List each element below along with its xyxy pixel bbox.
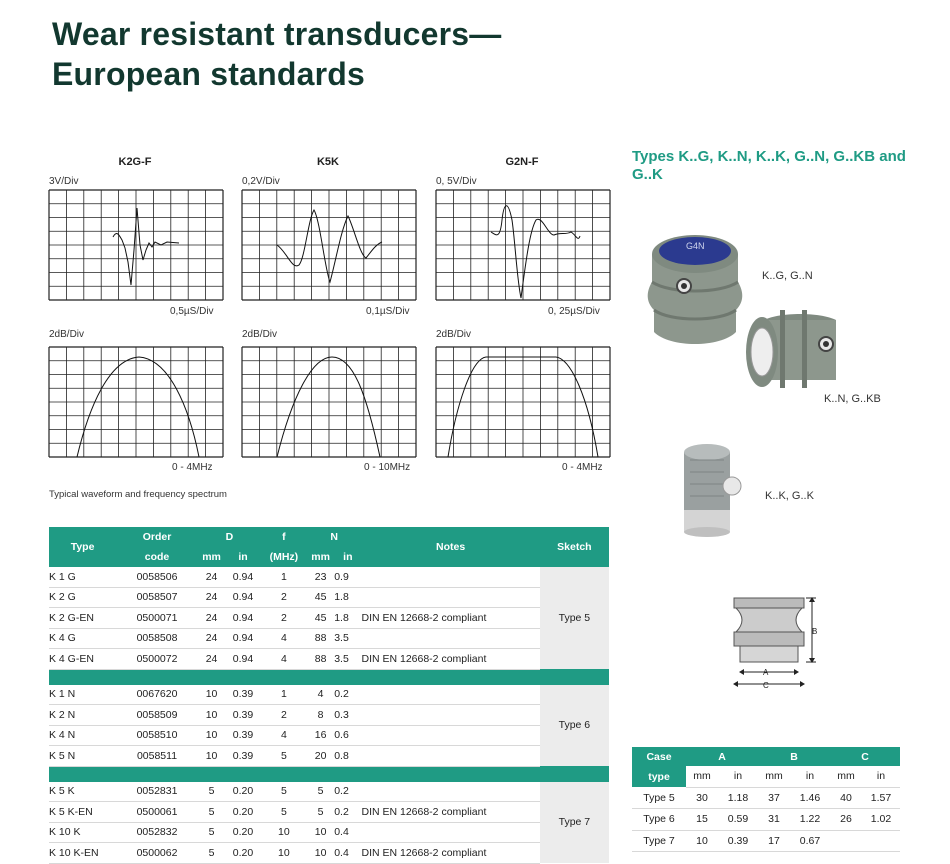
waveform-trace-g2n: [491, 206, 580, 298]
waveform-trace-k2g: [113, 208, 179, 285]
case-cell-value: 15: [686, 809, 718, 831]
header-type: Type: [49, 527, 116, 567]
wave-scale-g2n: 0, 5V/Div: [436, 176, 477, 187]
cell-n-mm: 88: [307, 649, 334, 670]
case-cell-value: 1.18: [718, 787, 758, 809]
spec-scale-g2n: 2dB/Div: [436, 329, 472, 340]
cell-frequency: 5: [261, 782, 307, 802]
cell-type: K 2 G-EN: [49, 608, 116, 629]
case-header-a: A: [686, 747, 758, 766]
waveform-grid-g2n: [436, 190, 610, 300]
waveform-grid-k2g: [49, 190, 223, 300]
case-header-a-in: in: [718, 766, 758, 787]
cell-frequency: 5: [261, 746, 307, 767]
grid-lines: [242, 347, 416, 457]
spec-scale-k2g: 2dB/Div: [49, 329, 85, 340]
header-sketch: Sketch: [540, 527, 609, 567]
table-row: [49, 587, 609, 608]
graphs-caption: Typical waveform and frequency spectrum: [49, 489, 227, 500]
case-cell-value: 40: [830, 787, 862, 809]
cell-order-code: 0058509: [116, 705, 198, 726]
cell-order-code: 0500072: [116, 649, 198, 670]
header-d: D: [198, 527, 261, 547]
photo-label-kg: K..G, G..N: [762, 270, 813, 282]
cell-sketch-type: Type 7: [540, 782, 609, 864]
case-cell-value: 0.67: [790, 830, 830, 852]
cell-notes: [361, 587, 539, 608]
case-cell-value: 37: [758, 787, 790, 809]
cell-type: K 10 K: [49, 822, 116, 843]
photo-label-kk: K..K, G..K: [765, 490, 814, 502]
cell-n-mm: 10: [307, 822, 334, 843]
cell-d-in: 0.94: [225, 608, 261, 629]
cell-n-in: 0.4: [334, 843, 361, 864]
cell-n-in: 0.2: [334, 802, 361, 823]
case-dimensions-table: [632, 747, 900, 852]
cell-notes: [361, 705, 539, 726]
header-notes: Notes: [361, 527, 539, 567]
header-order: Order: [116, 527, 198, 547]
cell-type: K 2 G: [49, 587, 116, 608]
case-cell-type: Type 5: [632, 787, 686, 809]
cell-d-mm: 5: [198, 802, 225, 823]
cell-notes: [361, 628, 539, 649]
table-row: [49, 822, 609, 843]
cell-d-in: 0.94: [225, 587, 261, 608]
cell-type: K 10 K-EN: [49, 843, 116, 864]
spectrum-grid-g2n: [436, 347, 610, 457]
page-title-line2: European standards: [52, 56, 366, 92]
case-cell-value: 17: [758, 830, 790, 852]
cell-notes: [361, 746, 539, 767]
cell-sketch-type: Type 5: [540, 567, 609, 669]
cell-order-code: 0052831: [116, 782, 198, 802]
case-header-a-mm: mm: [686, 766, 718, 787]
cell-d-in: 0.39: [225, 685, 261, 705]
cell-notes: [361, 725, 539, 746]
spectrum-grid-k2g: [49, 347, 223, 457]
cell-n-mm: 88: [307, 628, 334, 649]
header-d-in: in: [225, 547, 261, 567]
cell-d-in: 0.20: [225, 782, 261, 802]
case-header-b-mm: mm: [758, 766, 790, 787]
cell-notes: DIN EN 12668-2 compliant: [361, 843, 539, 864]
cell-n-in: 0.6: [334, 725, 361, 746]
types-title: Types K..G, K..N, K..K, G..N, G..KB and G..K: [632, 148, 906, 183]
cell-d-mm: 10: [198, 725, 225, 746]
transducer-photo-kg: [640, 222, 750, 352]
cell-d-mm: 5: [198, 822, 225, 843]
table-row: [49, 782, 609, 802]
table-row: [49, 567, 609, 587]
cell-type: K 1 N: [49, 685, 116, 705]
cell-d-mm: 24: [198, 567, 225, 587]
cell-n-in: 0.4: [334, 822, 361, 843]
case-cell-value: [830, 830, 862, 852]
spec-scale-k5k: 2dB/Div: [242, 329, 278, 340]
cell-n-mm: 8: [307, 705, 334, 726]
cell-order-code: 0067620: [116, 685, 198, 705]
grid-lines: [242, 190, 416, 300]
cell-notes: [361, 685, 539, 705]
header-n: N: [307, 527, 362, 547]
cell-d-in: 0.20: [225, 843, 261, 864]
cell-d-in: 0.94: [225, 567, 261, 587]
grid-lines: [49, 347, 223, 457]
header-f: f: [261, 527, 307, 547]
table-row: [49, 802, 609, 823]
group-separator-bar: [49, 766, 609, 782]
cell-n-in: 3.5: [334, 628, 361, 649]
cell-type: K 2 N: [49, 705, 116, 726]
time-scale-k5k: 0,1µS/Div: [366, 306, 410, 317]
case-cell-value: [862, 830, 900, 852]
case-cell-value: 26: [830, 809, 862, 831]
table-row: [49, 843, 609, 864]
cell-d-in: 0.39: [225, 705, 261, 726]
cell-type: K 5 K: [49, 782, 116, 802]
case-header-c-mm: mm: [830, 766, 862, 787]
header-n-in: in: [334, 547, 361, 567]
dimension-sketch: [722, 592, 832, 692]
table-row: [49, 649, 609, 670]
cell-n-mm: 5: [307, 802, 334, 823]
cell-frequency: 4: [261, 649, 307, 670]
waveform-grid-k5k: [242, 190, 416, 300]
cell-d-mm: 5: [198, 843, 225, 864]
cell-d-mm: 5: [198, 782, 225, 802]
page-title: [52, 14, 501, 94]
header-n-mm: mm: [307, 547, 334, 567]
cell-d-in: 0.94: [225, 628, 261, 649]
dim-label-c: C: [763, 681, 769, 690]
graph-title-k2g: K2G-F: [118, 156, 152, 168]
cell-n-mm: 20: [307, 746, 334, 767]
cell-d-mm: 24: [198, 628, 225, 649]
case-cell-type: Type 7: [632, 830, 686, 852]
transducer-photo-kk: [672, 442, 752, 538]
cell-n-mm: 23: [307, 567, 334, 587]
cell-type: K 1 G: [49, 567, 116, 587]
header-mhz: (MHz): [261, 547, 307, 567]
cell-frequency: 2: [261, 705, 307, 726]
cell-n-in: 0.2: [334, 782, 361, 802]
cell-type: K 5 N: [49, 746, 116, 767]
wave-scale-k2g: 3V/Div: [49, 176, 79, 187]
grid-lines: [49, 190, 223, 300]
case-header-c-in: in: [862, 766, 900, 787]
wave-scale-k5k: 0,2V/Div: [242, 176, 280, 187]
cell-n-in: 1.8: [334, 587, 361, 608]
cell-d-in: 0.39: [225, 725, 261, 746]
cell-frequency: 1: [261, 685, 307, 705]
time-scale-g2n: 0, 25µS/Div: [548, 306, 600, 317]
cell-frequency: 2: [261, 587, 307, 608]
case-cell-value: 1.46: [790, 787, 830, 809]
group-separator: [49, 669, 609, 685]
waveform-trace-k5k: [277, 210, 382, 282]
cell-n-mm: 5: [307, 782, 334, 802]
cell-n-mm: 16: [307, 725, 334, 746]
spectrum-trace-k2g: [77, 357, 199, 457]
cell-n-in: 1.8: [334, 608, 361, 629]
cell-order-code: 0058510: [116, 725, 198, 746]
cell-n-mm: 4: [307, 685, 334, 705]
cell-type: K 4 G: [49, 628, 116, 649]
dim-label-b: B: [812, 627, 818, 636]
cell-d-mm: 10: [198, 746, 225, 767]
photo-label-kn: K..N, G..KB: [824, 393, 881, 405]
cell-order-code: 0058511: [116, 746, 198, 767]
cell-type: K 4 N: [49, 725, 116, 746]
cell-d-in: 0.20: [225, 822, 261, 843]
cell-d-in: 0.94: [225, 649, 261, 670]
cell-sketch-type: Type 6: [540, 685, 609, 767]
cell-d-mm: 10: [198, 685, 225, 705]
cell-d-mm: 24: [198, 587, 225, 608]
table-row: [49, 746, 609, 767]
table-row: [49, 628, 609, 649]
cell-notes: DIN EN 12668-2 compliant: [361, 649, 539, 670]
cell-n-in: 0.3: [334, 705, 361, 726]
cell-frequency: 5: [261, 802, 307, 823]
spectrum-grid-k5k: [242, 347, 416, 457]
cell-n-mm: 10: [307, 843, 334, 864]
group-separator-bar: [49, 669, 609, 685]
graph-title-k5k: K5K: [316, 156, 339, 168]
case-cell-value: 0.39: [718, 830, 758, 852]
cell-frequency: 2: [261, 608, 307, 629]
case-cell-value: 1.02: [862, 809, 900, 831]
spectrum-trace-k5k: [277, 357, 380, 457]
transducer-cap-text: G4N: [686, 241, 705, 251]
case-header-c: C: [830, 747, 900, 766]
cell-type: K 5 K-EN: [49, 802, 116, 823]
cell-order-code: 0058506: [116, 567, 198, 587]
cell-notes: DIN EN 12668-2 compliant: [361, 802, 539, 823]
freq-range-k2g: 0 - 4MHz: [172, 462, 213, 473]
cell-order-code: 0052832: [116, 822, 198, 843]
cell-d-in: 0.39: [225, 746, 261, 767]
table-row: [49, 705, 609, 726]
case-row: [632, 787, 900, 809]
transducer-photo-kn: [740, 300, 850, 398]
dim-label-a: A: [763, 668, 769, 677]
cell-notes: [361, 822, 539, 843]
table-row: [49, 725, 609, 746]
cell-n-in: 0.9: [334, 567, 361, 587]
group-separator: [49, 766, 609, 782]
page-title-line1: Wear resistant transducers—: [52, 16, 502, 52]
case-cell-value: 1.22: [790, 809, 830, 831]
case-row: [632, 830, 900, 852]
cell-frequency: 1: [261, 567, 307, 587]
cell-order-code: 0500061: [116, 802, 198, 823]
cell-n-mm: 45: [307, 608, 334, 629]
cell-notes: DIN EN 12668-2 compliant: [361, 608, 539, 629]
cell-frequency: 10: [261, 822, 307, 843]
cell-frequency: 4: [261, 628, 307, 649]
cell-frequency: 4: [261, 725, 307, 746]
header-code: code: [116, 547, 198, 567]
case-row: [632, 809, 900, 831]
cell-d-mm: 24: [198, 608, 225, 629]
cell-type: K 4 G-EN: [49, 649, 116, 670]
cell-n-mm: 45: [307, 587, 334, 608]
cell-d-mm: 10: [198, 705, 225, 726]
cell-n-in: 0.8: [334, 746, 361, 767]
table-row: [49, 685, 609, 705]
case-cell-value: 30: [686, 787, 718, 809]
case-cell-value: 1.57: [862, 787, 900, 809]
freq-range-k5k: 0 - 10MHz: [364, 462, 411, 473]
case-cell-type: Type 6: [632, 809, 686, 831]
case-header-b-in: in: [790, 766, 830, 787]
case-cell-value: 0.59: [718, 809, 758, 831]
case-header-case: Case: [632, 747, 686, 766]
cell-frequency: 10: [261, 843, 307, 864]
case-cell-value: 31: [758, 809, 790, 831]
cell-notes: [361, 782, 539, 802]
cell-d-in: 0.20: [225, 802, 261, 823]
case-header-b: B: [758, 747, 830, 766]
cell-order-code: 0058507: [116, 587, 198, 608]
case-header-type: type: [632, 766, 686, 787]
case-cell-value: 10: [686, 830, 718, 852]
cell-order-code: 0500062: [116, 843, 198, 864]
cell-n-in: 0.2: [334, 685, 361, 705]
cell-order-code: 0500071: [116, 608, 198, 629]
transducer-table: [49, 527, 609, 864]
cell-n-in: 3.5: [334, 649, 361, 670]
cell-notes: [361, 567, 539, 587]
graph-title-g2n: G2N-F: [505, 156, 539, 168]
freq-range-g2n: 0 - 4MHz: [562, 462, 603, 473]
time-scale-k2g: 0,5µS/Div: [170, 306, 214, 317]
cell-order-code: 0058508: [116, 628, 198, 649]
table-row: [49, 608, 609, 629]
header-d-mm: mm: [198, 547, 225, 567]
grid-lines: [436, 347, 610, 457]
cell-d-mm: 24: [198, 649, 225, 670]
